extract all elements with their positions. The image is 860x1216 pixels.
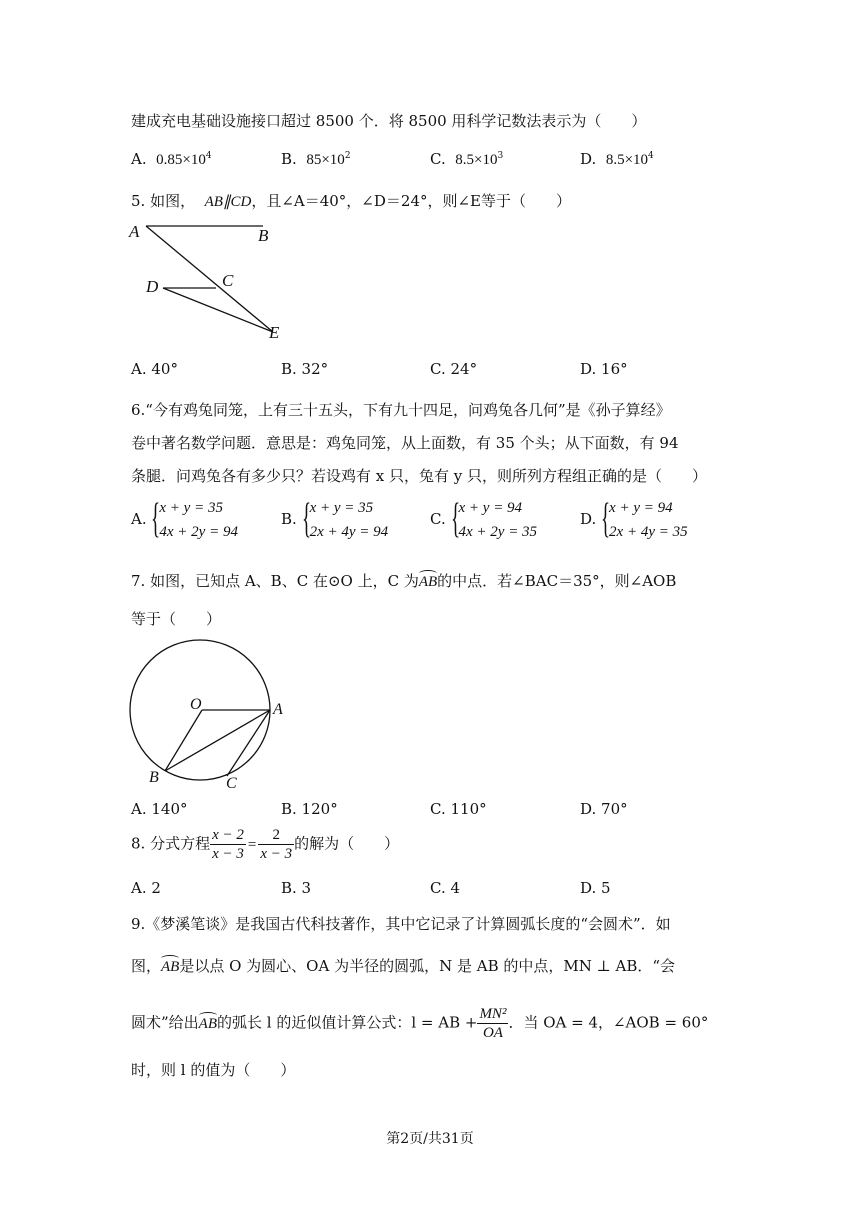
q9-arc-ab-2: AB <box>198 1015 217 1032</box>
q5-label-d: D <box>146 277 159 296</box>
q6-option-d: D. { x + y = 94 2x + 4y = 35 <box>580 496 688 542</box>
q5-option-a: A. 40° <box>131 360 178 378</box>
q6-option-c: C. { x + y = 94 4x + 2y = 35 <box>430 496 538 542</box>
q5-option-c: C. 24° <box>430 360 478 378</box>
q4-option-a: A. $0.85\times 10^4$ <box>131 150 212 168</box>
q9-arc-ab: AB <box>161 959 180 975</box>
q7-label-c: C <box>226 775 237 792</box>
q7-figure <box>127 636 297 794</box>
q7-label-a: A <box>273 701 283 718</box>
q5-label-c: C <box>222 271 234 290</box>
q8-option-a: A. 2 <box>131 879 161 897</box>
q9-line2: 图，AB是以点 O 为圆心、OA 为半径的圆弧，N 是 AB 的中点，MN ⊥ AB．“会 <box>131 957 676 975</box>
q8-stem: 8. 分式方程 $\frac{x - 2}{x - 3}$ = $\frac{2}{x - 3}$ 的解为（ ） <box>131 827 400 862</box>
q4-option-c: C. $8.5\times 10^3$ <box>430 150 504 168</box>
q4-stem: 建成充电基础设施接口超过 8500 个．将 8500 用科学记数法表示为（ ） <box>131 112 647 130</box>
q5-label-a: A <box>129 222 140 241</box>
page-footer: 第2页/共31页 <box>386 1131 474 1147</box>
q7-option-d: D. 70° <box>580 800 628 818</box>
q6-option-b: B. { x + y = 35 2x + 4y = 94 <box>281 496 389 542</box>
q4-option-b: B. $85\times 10^2$ <box>281 150 351 168</box>
q9-formula-fraction: $\frac{\text{MN²}}{OA}$ <box>479 1006 507 1041</box>
q8-option-d: D. 5 <box>580 879 611 897</box>
q6-line1: 6.“今有鸡兔同笼，上有三十五头，下有九十四足，问鸡兔各几何”是《孙子算经》 <box>131 401 671 419</box>
q7-option-a: A. 140° <box>131 800 188 818</box>
q7-label-o: O <box>190 696 202 713</box>
q7-option-b: B. 120° <box>281 800 338 818</box>
q7-option-c: C. 110° <box>430 800 487 818</box>
q8-option-b: B. 3 <box>281 879 312 897</box>
q6-line2: 卷中著名数学问题．意思是：鸡兔同笼，从上面数，有 35 个头；从下面数，有 94 <box>131 434 679 452</box>
q8-lhs-fraction: $\frac{x - 2}{x - 3}$ <box>212 827 244 862</box>
q9-line4: 时，则 l 的值为（ ） <box>131 1061 296 1079</box>
q8-option-c: C. 4 <box>430 879 461 897</box>
q7-line1: 7. 如图，已知点 A、B、C 在⊙O 上，C 为AB的中点．若∠BAC＝35°，则∠AOB <box>131 572 677 590</box>
q5-option-b: B. 32° <box>281 360 329 378</box>
q5-option-d: D. 16° <box>580 360 628 378</box>
q5-stem: 5. 如图， AB∥CD，且∠A＝40°，∠D＝24°，则∠E等于（ ） <box>131 192 572 210</box>
q9-line1: 9.《梦溪笔谈》是我国古代科技著作，其中它记录了计算圆弧长度的“会圆术”．如 <box>131 915 671 933</box>
q6-option-a: A. { x + y = 35 4x + 2y = 94 <box>131 496 238 542</box>
q7-line2: 等于（ ） <box>131 610 222 628</box>
q8-rhs-fraction: $\frac{2}{x - 3}$ <box>260 827 293 862</box>
q7-arc-ab: AB <box>418 574 438 590</box>
q5-figure <box>128 220 298 345</box>
q7-label-b: B <box>149 769 159 786</box>
q4-option-d: D. $8.5\times 10^4$ <box>580 150 654 168</box>
q9-line3: 圆术”给出AB的弧长 l 的近似值计算公式：l = AB + $\frac{\text{MN²}}{OA}$ ．当 OA = 4，∠AOB = 60° <box>131 1006 709 1041</box>
q5-label-b: B <box>258 226 269 245</box>
q6-line3: 条腿．问鸡兔各有多少只？若设鸡有 x 只，兔有 y 只，则所列方程组正确的是（ ） <box>131 467 708 485</box>
q5-label-e: E <box>269 323 280 342</box>
